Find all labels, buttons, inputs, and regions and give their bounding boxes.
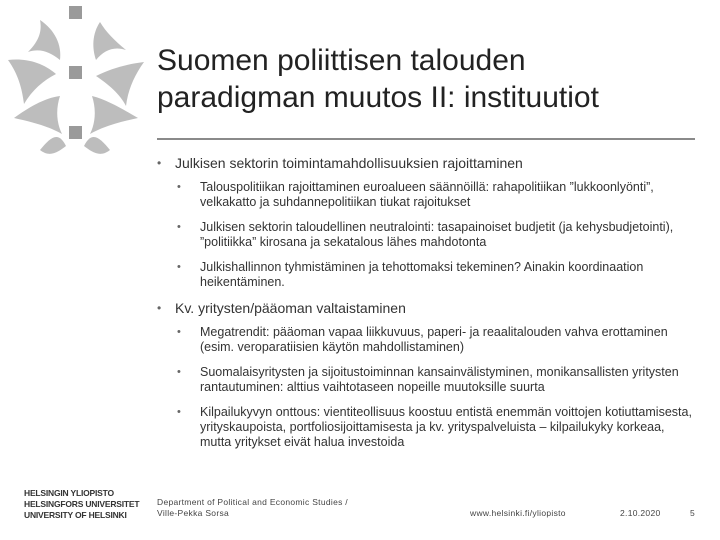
- bullet-dot-icon: •: [157, 156, 162, 170]
- sub-bullet-text: Julkishallinnon tyhmistäminen ja tehottomaksi tekeminen? Ainakin koordinaation heikentäminen.: [200, 260, 644, 289]
- bullet-dot-icon: •: [177, 181, 181, 193]
- university-name-en: UNIVERSITY OF HELSINKI: [24, 510, 127, 520]
- sub-bullet-text: Kilpailukyvyn onttous: vientiteollisuus koostuu entistä enemmän voittojen kotiuttamisesta, yrityskaupoista, portfoliosijoittamisesta ja kv. yrityspalveluista – kilpailukyky korkeaa, mutta yritykset eivät halua investoida: [200, 405, 692, 449]
- sub-bullet-2-1: [157, 325, 697, 355]
- slide-title: [157, 42, 697, 116]
- bullet-dot-icon: •: [177, 261, 181, 273]
- title-divider: [157, 138, 695, 140]
- sub-bullet-text: Megatrendit: pääoman vapaa liikkuvuus, paperi- ja reaalitalouden vahva erottaminen (esim. veroparatiisien käytön mahdollistaminen): [200, 325, 668, 354]
- page-number: 5: [690, 508, 696, 518]
- slide-body: [157, 155, 697, 460]
- sub-bullet-1-1: [157, 180, 697, 210]
- university-logo-icon: [0, 0, 150, 180]
- footer-department: [157, 497, 348, 519]
- bullet-2: [157, 300, 697, 317]
- bullet-1: [157, 155, 697, 172]
- title-line-2: paradigman muutos II: instituutiot: [157, 81, 599, 114]
- bullet-dot-icon: •: [177, 406, 181, 418]
- footer-url[interactable]: www.helsinki.fi/yliopisto: [470, 508, 566, 518]
- sub-bullet-1-2: [157, 220, 697, 250]
- sub-bullet-2-2: [157, 365, 697, 395]
- bullet-dot-icon: •: [177, 366, 181, 378]
- bullet-dot-icon: •: [157, 301, 162, 315]
- title-line-1: Suomen poliittisen talouden: [157, 44, 526, 77]
- bullet-1-text: Julkisen sektorin toimintamahdollisuuksien rajoittaminen: [175, 155, 523, 171]
- department-line-1: Department of Political and Economic Studies /: [157, 497, 348, 507]
- bullet-2-text: Kv. yritysten/pääoman valtaistaminen: [175, 300, 406, 316]
- department-line-2: Ville-Pekka Sorsa: [157, 508, 230, 518]
- bullet-dot-icon: •: [177, 326, 181, 338]
- footer-date: 2.10.2020: [620, 508, 661, 518]
- sub-bullet-2-3: [157, 405, 697, 450]
- university-name: [24, 488, 139, 521]
- sub-bullet-text: Talouspolitiikan rajoittaminen euroalueen säännöillä: rahapolitiikan ”lukkoonlyönti”, velkakatto ja suhdannepolitiikan tiukat rajoitukset: [200, 180, 654, 209]
- bullet-dot-icon: •: [177, 221, 181, 233]
- sub-bullet-1-3: [157, 260, 697, 290]
- sub-bullet-text: Julkisen sektorin taloudellinen neutralointi: tasapainoiset budjetit (ja kehysbudjetointi), ”politiikka” kirosana ja sekatalous lähes mahdotonta: [200, 220, 674, 249]
- sub-bullet-text: Suomalaisyritysten ja sijoitustoiminnan kansainvälistyminen, monikansallisten yritysten rantautuminen: alttius vaihtotaseen nopeille muutoksille suurta: [200, 365, 679, 394]
- university-name-sv: HELSINGFORS UNIVERSITET: [24, 499, 140, 509]
- university-name-fi: HELSINGIN YLIOPISTO: [24, 488, 114, 498]
